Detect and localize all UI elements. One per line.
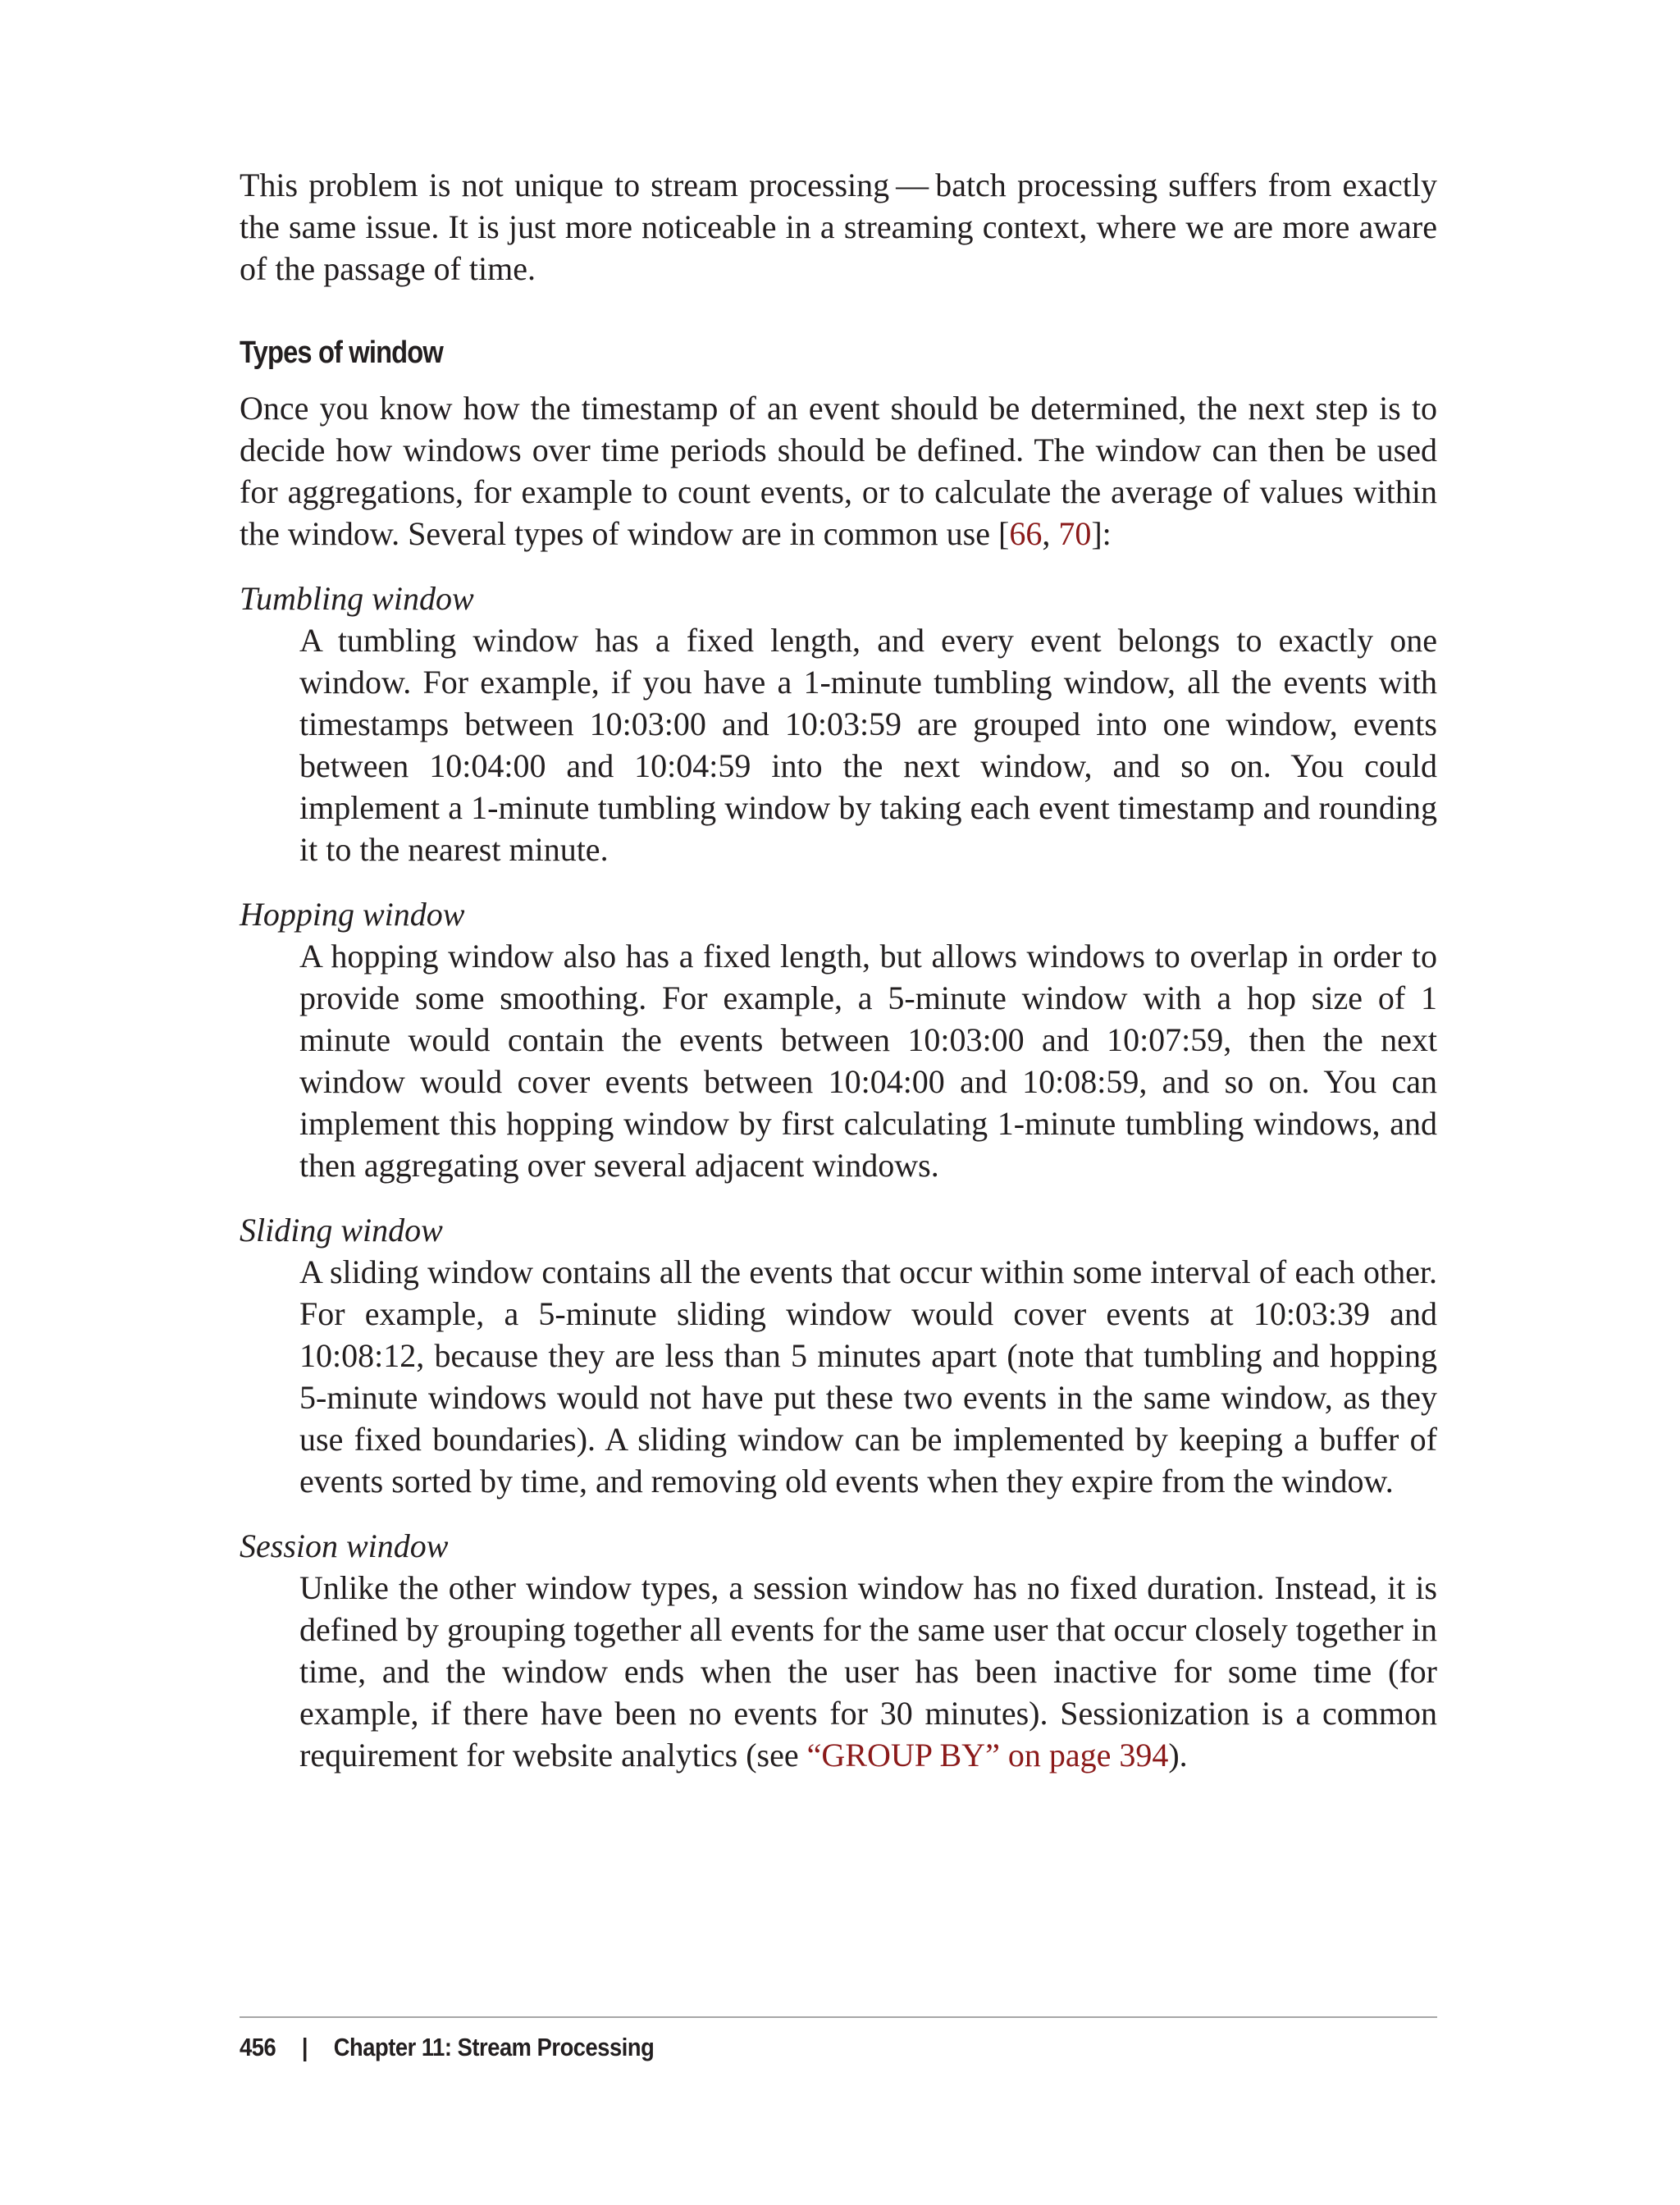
reference-link-66[interactable]: 66	[1009, 515, 1043, 552]
page-footer	[240, 2016, 1437, 2064]
definition-session-window	[240, 1525, 1437, 1776]
section-heading: Types of window	[240, 336, 443, 370]
definition-hopping-window	[240, 893, 1437, 1186]
definition-text-tumbling: A tumbling window has a fixed length, and every event belongs to exactly one window. For example, if you have a 1-minute tumbling window, all the events with timestamps between 10:03:00 and 10:03:59 are grouped into one window, events between 10:04:00 and 10:04:59 into the next window, and so on. You could implement a 1-minute tumbling window by taking each event timestamp and rounding it to the nearest minute.	[299, 622, 1437, 868]
reference-separator: ,	[1042, 515, 1059, 552]
session-definition-end: ).	[1168, 1737, 1188, 1774]
types-paragraph-end: ]:	[1091, 515, 1112, 552]
page-body	[240, 164, 1437, 1799]
types-paragraph	[240, 387, 1437, 555]
term-sliding-window: Sliding window	[240, 1212, 443, 1249]
types-paragraph-text: Once you know how the timestamp of an event should be determined, the next step is to decide how windows over time periods should be defined. The window can then be used for aggregations, for example to count events, or to calculate the average of values within the window. Several types of window are in common use [	[240, 390, 1437, 552]
chapter-title: Chapter 11: Stream Processing	[333, 2033, 655, 2061]
definition-text-sliding: A sliding window contains all the events that occur within some interval of each other. For example, a 5-minute sliding window would cover events at 10:03:39 and 10:08:12, because they are less than 5 minutes apart (note that tumbling and hopping 5-minute windows would not have put these two events in the same window, as they use fixed boundaries). A sliding window can be implemented by keeping a buffer of events sorted by time, and removing old events when they expire from the window.	[299, 1253, 1437, 1500]
page-number: 456	[240, 2033, 276, 2061]
term-hopping-window: Hopping window	[240, 896, 465, 933]
footer-separator: |	[301, 2033, 308, 2061]
reference-link-70[interactable]: 70	[1058, 515, 1092, 552]
session-definition-text: Unlike the other window types, a session window has no fixed duration. Instead, it is defined by grouping together all events for the same user that occur closely together in time, and the window ends when the user has been inactive for some time (for example, if there have been no events for 30 minutes). Sessionization is a common requirement for website analytics (see	[299, 1569, 1437, 1774]
definition-text-hopping: A hopping window also has a fixed length, but allows windows to overlap in order to provide some smoothing. For example, a 5-minute window with a hop size of 1 minute would contain the events between 10:03:00 and 10:07:59, then the next window would cover events between 10:04:00 and 10:08:59, and so on. You can implement this hopping window by first calculating 1-minute tumbling windows, and then aggregating over several adjacent windows.	[299, 938, 1437, 1184]
term-session-window: Session window	[240, 1527, 449, 1564]
intro-paragraph: This problem is not unique to stream processing — batch processing suffers from exactly the same issue. It is just more noticeable in a streaming context, where we are more aware of the passage of time.	[240, 167, 1437, 287]
cross-reference-link-group-by[interactable]: “GROUP BY” on page 394	[806, 1737, 1169, 1774]
definition-sliding-window	[240, 1209, 1437, 1502]
definition-text-session	[299, 1567, 1437, 1776]
footer-divider	[240, 2016, 1437, 2018]
footer-text	[240, 2031, 1294, 2064]
term-tumbling-window: Tumbling window	[240, 580, 474, 617]
definition-tumbling-window	[240, 578, 1437, 870]
